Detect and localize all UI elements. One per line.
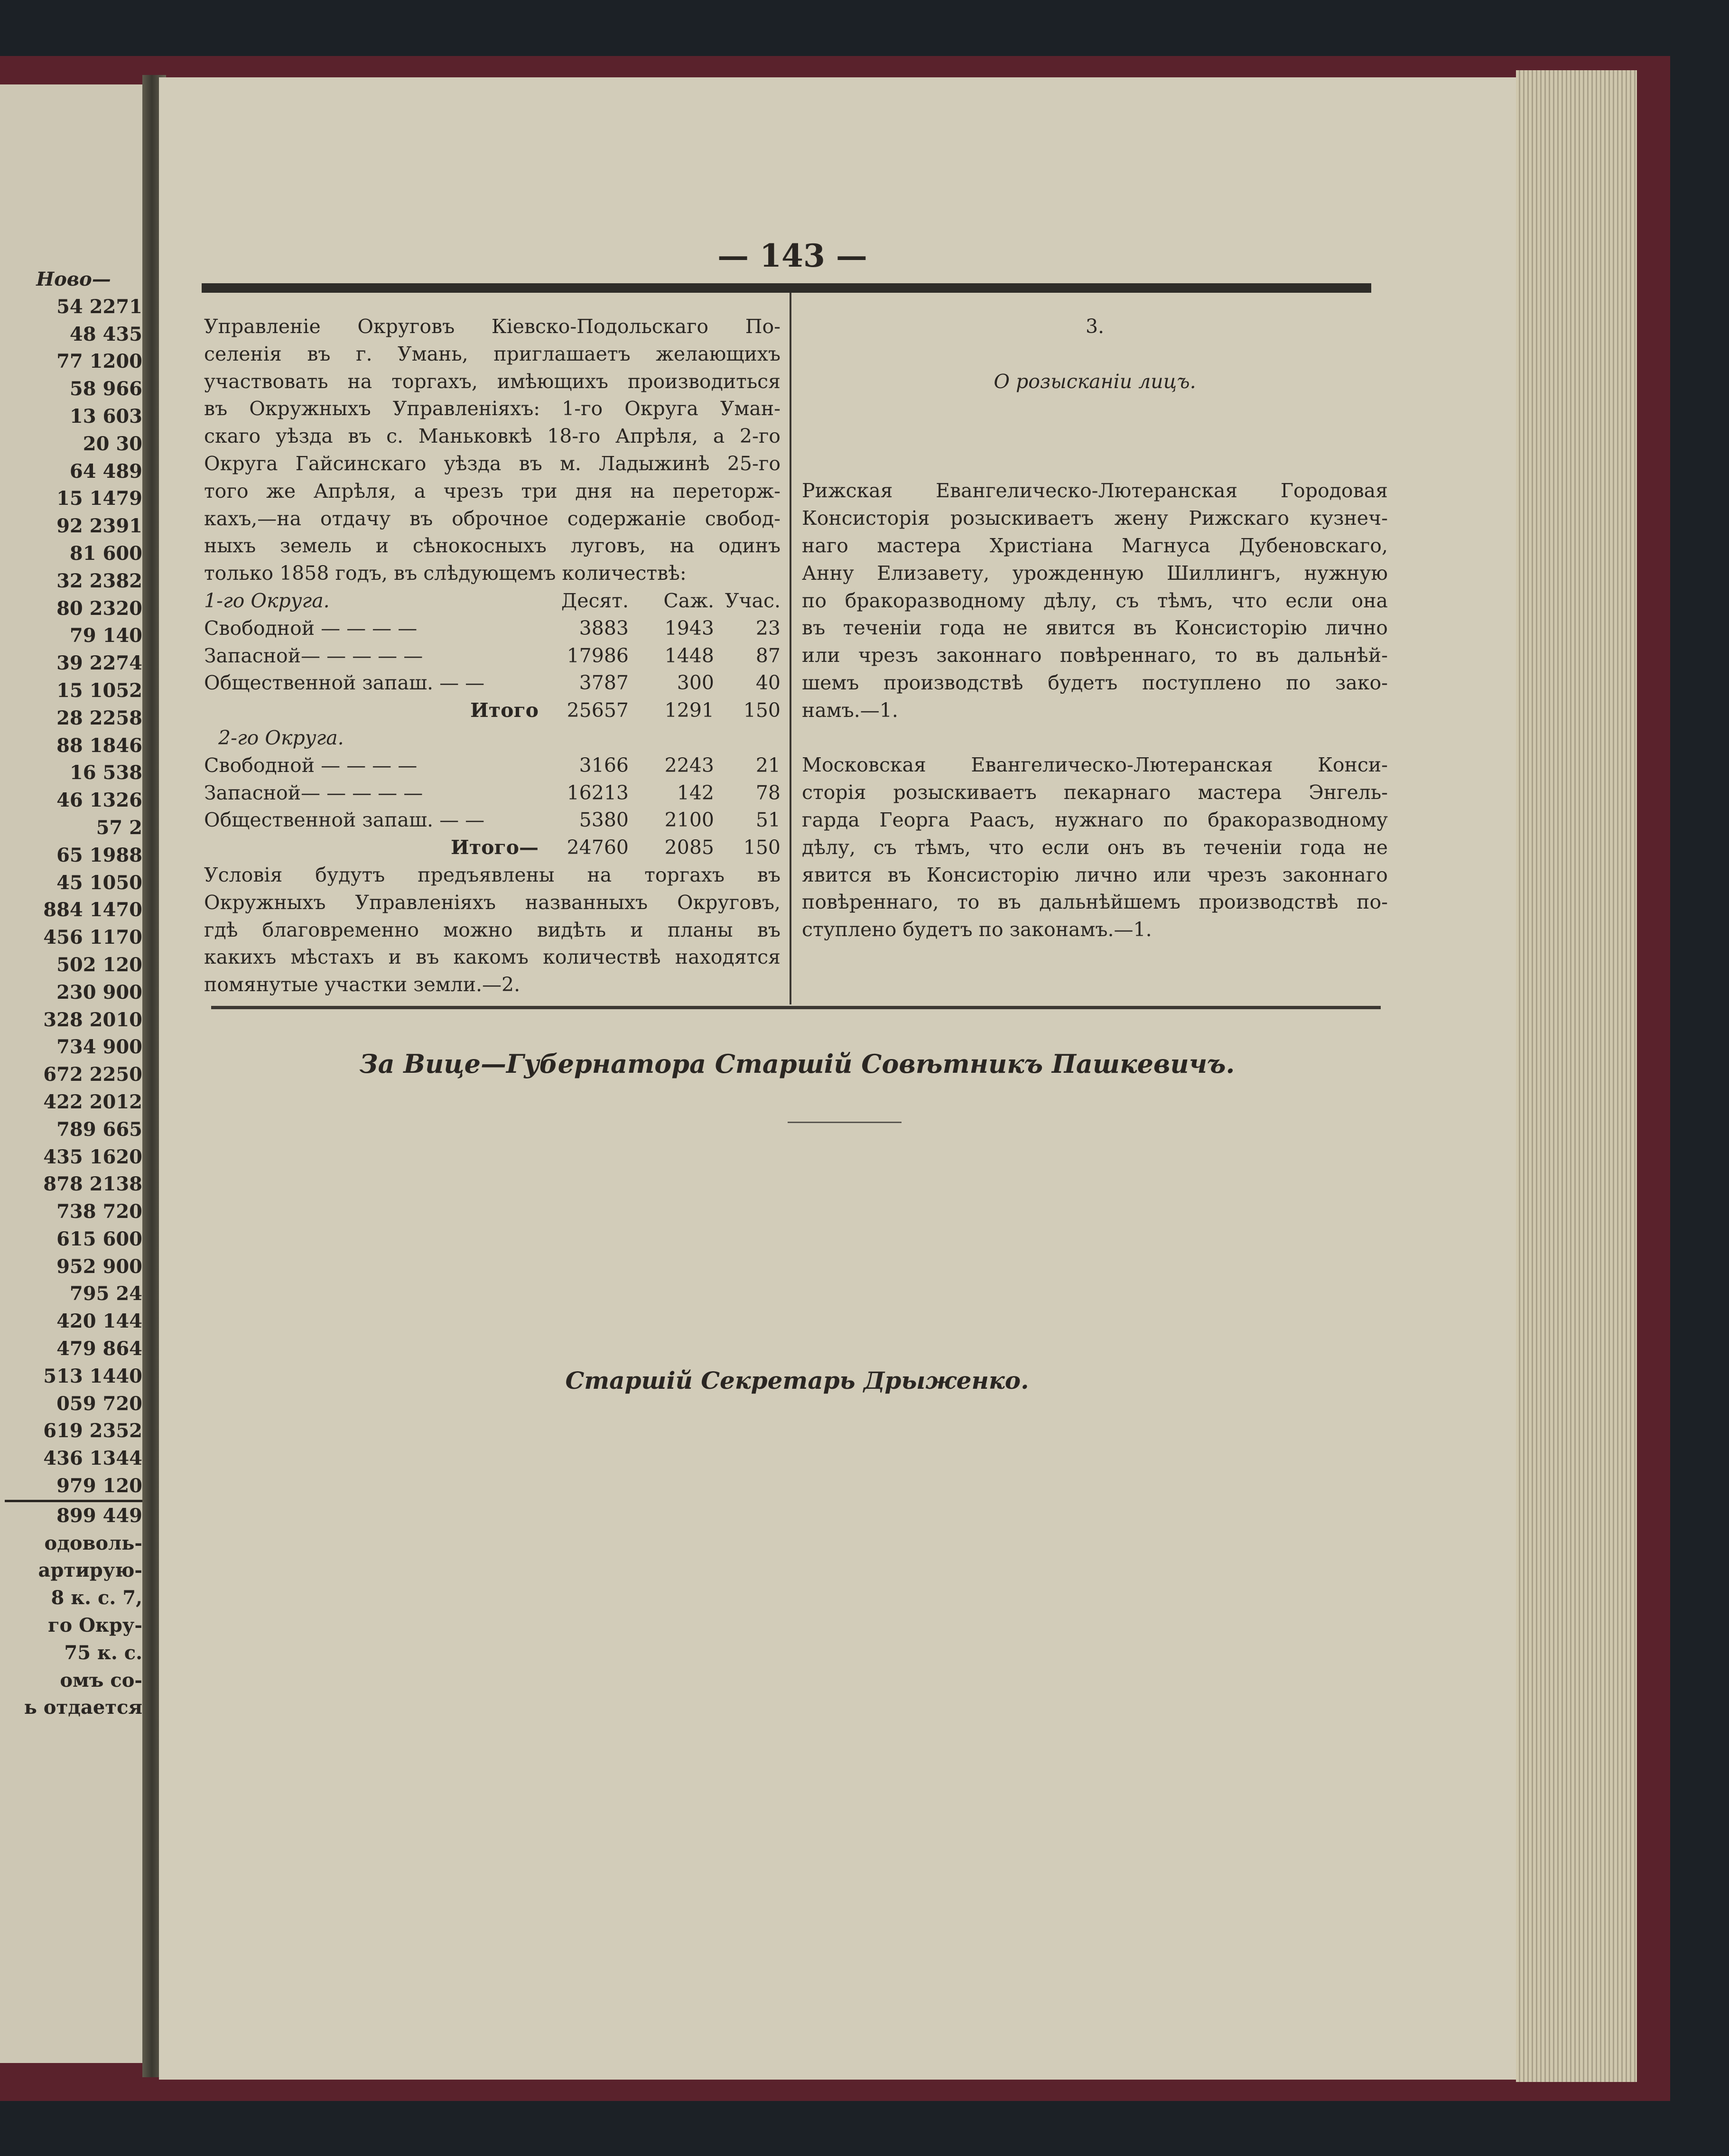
notice-line: Анну Елизавету, урожденную Шиллингъ, нужную — [802, 561, 1388, 585]
left-page-number-row: 884 1470 — [43, 899, 142, 921]
cell-desyat: 17986 — [567, 644, 629, 667]
header-sazh: Саж. — [663, 589, 714, 612]
left-page-header: Ново— — [36, 268, 111, 290]
left-page-number-row: 92 2391 — [56, 515, 142, 538]
cell-uchas: 21 — [755, 753, 781, 777]
cell-sazh: 1943 — [664, 616, 714, 640]
left-page-number-row: 57 2 — [96, 816, 142, 839]
intro-line: Управленіе Округовъ Кіевско-Подольскаго По- — [204, 315, 781, 338]
table-row — [204, 780, 781, 807]
left-page-number-row: 88 1846 — [56, 734, 142, 757]
cell-sazh: 300 — [677, 671, 714, 695]
left-page-number-row: 456 1170 — [43, 926, 142, 949]
cell-desyat: 5380 — [579, 808, 629, 832]
page-edges — [1516, 70, 1637, 2082]
left-page-number-row: 502 120 — [56, 953, 142, 976]
left-page-number-row: 15 1052 — [56, 679, 142, 702]
left-page-text — [5, 266, 142, 1721]
left-page-number-row: 059 720 — [56, 1392, 142, 1415]
notice-line: гарда Георга Раасъ, нужнаго по бракоразводному — [802, 808, 1388, 831]
left-page-word-row: 75 к. с. — [64, 1641, 142, 1664]
conditions-line: Условія будутъ предъявлены на торгахъ въ — [204, 863, 781, 886]
total-sazh: 1291 — [664, 699, 714, 722]
left-page-number-row: 80 2320 — [56, 597, 142, 620]
left-page-number-row: 422 2012 — [43, 1090, 142, 1113]
left-page-number-row: 734 900 — [56, 1036, 142, 1059]
okrug1-total-row — [204, 697, 781, 725]
row-label: Общественной запаш. — — — [204, 671, 485, 695]
left-page-number-row: 979 120 — [56, 1475, 142, 1497]
left-page-word-row: одоволь- — [44, 1532, 142, 1554]
cell-sazh: 2243 — [664, 753, 714, 777]
intro-line: Округа Гайсинскаго уѣзда въ м. Ладыжинѣ 25-го — [204, 452, 781, 475]
intro-line: только 1858 годъ, въ слѣдующемъ количествѣ: — [204, 562, 687, 585]
notice-line: по бракоразводному дѣлу, съ тѣмъ, что если она — [802, 589, 1388, 612]
left-page-number-row: 436 1344 — [43, 1447, 142, 1470]
table-row — [204, 642, 781, 670]
total-desyat: 25657 — [567, 699, 629, 722]
intro-line: того же Апрѣля, а чрезъ три дня на переторж- — [204, 479, 781, 502]
notice-line: Московская Евангелическо-Лютеранская Конси- — [802, 753, 1388, 777]
total-uchas: 150 — [743, 836, 781, 859]
left-page-number-row: 479 864 — [56, 1338, 142, 1360]
left-page-word-row: 8 к. с. 7, — [51, 1587, 142, 1609]
secretary-signature: Старшій Секретарь Дрыженко. — [565, 1366, 1029, 1394]
notice-line: сторія розыскиваетъ пекарнаго мастера Энгель- — [802, 781, 1388, 804]
conditions-line: гдѣ благовременно можно видѣть и планы въ — [204, 918, 781, 941]
left-page-number-row: 15 1479 — [56, 487, 142, 510]
notice-line: дѣлу, съ тѣмъ, что если онъ въ теченіи года не — [802, 836, 1388, 859]
section-title: О розысканіи лицъ. — [994, 370, 1196, 393]
cell-sazh: 1448 — [664, 644, 714, 667]
left-page-number-row: 64 489 — [69, 460, 142, 483]
notice-riga — [802, 477, 1388, 724]
left-page-number-row: 230 900 — [56, 981, 142, 1004]
row-label: Запасной— — — — — — [204, 644, 423, 667]
table-row — [204, 615, 781, 642]
total-sazh: 2085 — [664, 836, 714, 859]
intro-line: ныхъ земель и сѣнокосныхъ луговъ, на одинъ — [204, 534, 781, 558]
cell-uchas: 78 — [755, 781, 781, 804]
total-label: Итого — [470, 699, 539, 722]
okrug1-rows — [204, 615, 781, 697]
intro-line: въ Окружныхъ Управленіяхъ: 1-го Округа Уман- — [204, 397, 781, 420]
row-label: Свободной — — — — — [204, 753, 418, 777]
left-page-number-row: 878 2138 — [43, 1173, 142, 1196]
total-desyat: 24760 — [567, 836, 629, 859]
left-page-number-row: 32 2382 — [56, 569, 142, 592]
left-page-number-row: 420 144 — [56, 1310, 142, 1333]
conditions-paragraph — [204, 862, 781, 999]
footer-rule — [211, 1006, 1381, 1009]
left-page-number-row: 435 1620 — [43, 1145, 142, 1168]
total-uchas: 150 — [743, 699, 781, 722]
okrug2-label: 2-го Округа. — [218, 726, 344, 749]
cell-desyat: 16213 — [567, 781, 629, 804]
intro-line: скаго уѣзда въ с. Маньковкѣ 18-го Апрѣля, а 2-го — [204, 425, 781, 448]
header-desyat: Десят. — [561, 589, 629, 612]
cell-desyat: 3166 — [579, 753, 629, 777]
left-page-number-row: 738 720 — [56, 1200, 142, 1223]
cell-uchas: 87 — [755, 644, 781, 667]
cell-sazh: 2100 — [664, 808, 714, 832]
notice-line: въ теченіи года не явится въ Консисторію лично — [802, 616, 1388, 640]
cell-desyat: 3787 — [579, 671, 629, 695]
left-page-number-row: 615 600 — [56, 1227, 142, 1250]
left-page-number-row: 795 24 — [69, 1282, 142, 1305]
left-page-number-row: 45 1050 — [56, 871, 142, 894]
signature-rule — [788, 1122, 902, 1123]
cell-sazh: 142 — [677, 781, 714, 804]
intro-line: участвовать на торгахъ, имѣющихъ производиться — [204, 370, 781, 393]
conditions-line: помянутые участки земли.—2. — [204, 973, 521, 996]
notice-line: Консисторія розыскиваетъ жену Рижскаго кузнеч- — [802, 507, 1388, 530]
okrug2-total-row — [204, 834, 781, 862]
left-page-number-row: 81 600 — [69, 542, 142, 565]
left-page-word-row: ь отдается — [24, 1696, 142, 1719]
notice-line: или чрезъ законнаго повѣреннаго, то въ дальнѣй- — [802, 644, 1388, 667]
notice-line: намъ.—1. — [802, 698, 898, 722]
left-page-number-row: 65 1988 — [56, 844, 142, 866]
left-page-number-row: 672 2250 — [43, 1063, 142, 1086]
page-number: — 143 — — [717, 237, 867, 274]
left-page-number-row: 789 665 — [56, 1118, 142, 1141]
left-page-number-row: 952 900 — [56, 1255, 142, 1278]
left-page-number-row: 16 538 — [69, 762, 142, 784]
notice-line: ступлено будетъ по законамъ.—1. — [802, 918, 1152, 941]
notice-line: повѣреннаго, то въ дальнѣйшемъ производствѣ по- — [802, 891, 1388, 914]
left-page-number-row: 54 2271 — [56, 295, 142, 318]
left-page-number-row: 13 603 — [69, 405, 142, 427]
left-page-number-row: 619 2352 — [43, 1420, 142, 1442]
section-number: 3. — [1085, 315, 1105, 338]
left-page-word-row: омъ со- — [60, 1669, 142, 1691]
cell-desyat: 3883 — [579, 616, 629, 640]
notice-moscow — [802, 752, 1388, 944]
left-column — [204, 313, 781, 999]
table-row — [204, 752, 781, 780]
header-rule — [202, 283, 1371, 293]
okrug2-rows — [204, 752, 781, 834]
left-page-number-row: 328 2010 — [43, 1008, 142, 1031]
table-row — [204, 807, 781, 834]
left-page-number-row: 28 2258 — [56, 706, 142, 729]
notice-line: Рижская Евангелическо-Лютеранская Городовая — [802, 479, 1388, 502]
table-row — [204, 669, 781, 697]
left-page-total: 899 449 — [56, 1504, 142, 1527]
cell-uchas: 40 — [755, 671, 781, 695]
row-label: Запасной— — — — — — [204, 781, 423, 804]
row-label: Свободной — — — — — [204, 616, 418, 640]
left-page-number-row: 58 966 — [69, 378, 142, 400]
left-page-number-row: 20 30 — [83, 432, 142, 455]
total-label: Итого— — [451, 836, 539, 859]
cell-uchas: 51 — [755, 808, 781, 832]
conditions-line: Окружныхъ Управленіяхъ названныхъ Округовъ, — [204, 891, 781, 914]
column-divider — [790, 293, 791, 1004]
left-page-trailing-words — [5, 1530, 142, 1722]
vice-governor-signature: За Вице—Губернатора Старшій Совѣтникъ Пашкевичъ. — [359, 1049, 1235, 1079]
intro-line: кахъ,—на отдачу въ оброчное содержаніе свобод- — [204, 507, 781, 530]
notice-line: шемъ производствѣ будетъ поступлено по зако- — [802, 671, 1388, 694]
left-page-word-row: го Окру- — [47, 1614, 142, 1637]
row-label: Общественной запаш. — — — [204, 808, 485, 832]
intro-line: селенія въ г. Умань, приглашаетъ желающихъ — [204, 342, 781, 365]
right-column — [802, 313, 1388, 944]
notice-line: явится въ Консисторію лично или чрезъ законнаго — [802, 863, 1388, 886]
left-page-number-row: 77 1200 — [56, 350, 142, 373]
okrug1-label: 1-го Округа. — [204, 589, 330, 612]
notice-line: наго мастера Христіана Магнуса Дубеновскаго, — [802, 534, 1388, 557]
intro-paragraph — [204, 313, 781, 587]
table-header-row — [204, 587, 781, 615]
left-page-number-row: 48 435 — [69, 323, 142, 345]
left-page-number-row: 79 140 — [69, 624, 142, 647]
left-page-number-row: 46 1326 — [56, 789, 142, 812]
conditions-line: какихъ мѣстахъ и въ какомъ количествѣ находятся — [204, 946, 781, 969]
left-page-number-row: 513 1440 — [43, 1365, 142, 1387]
header-uchas: Учас. — [725, 589, 781, 612]
left-page-number-row: 39 2274 — [56, 652, 142, 675]
cell-uchas: 23 — [755, 616, 781, 640]
left-page-numbers — [5, 293, 142, 1500]
left-page-word-row: артирую- — [38, 1559, 142, 1582]
